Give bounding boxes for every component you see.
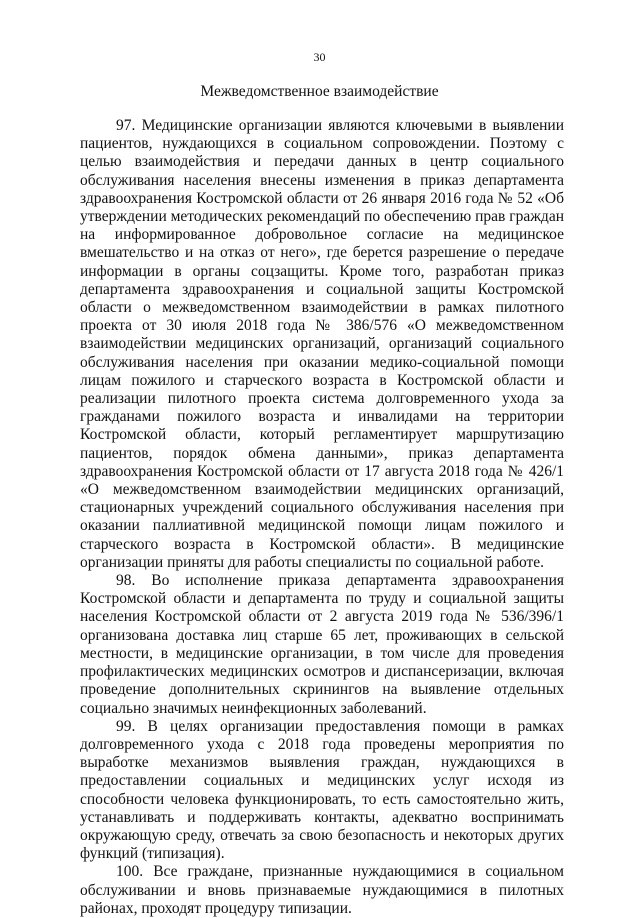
paragraph-99: 99. В целях организации предоставления помощи в рамках долговременного ухода с 2018 года проведены мероприятия по выработке механизмов выявления граждан, нуждающихся в предоставлении социальных и медицинских услуг исходя из способности человека функционировать, то есть самостоятельно жить, устанавливать и поддерживать контакты, адекватно воспринимать окружающую среду, отвечать за свою безопасность и некоторых других функций (типизация). xyxy=(80,717,564,863)
document-body xyxy=(80,117,564,918)
paragraph-100: 100. Все граждане, признанные нуждающимися в социальном обслуживании и вновь признаваемые нуждающимися в пилотных районах, проходят процедуру типизации. xyxy=(80,863,564,917)
page-number: 30 xyxy=(313,50,326,64)
paragraph-97: 97. Медицинские организации являются ключевыми в выявлении пациентов, нуждающихся в социальном сопровождении. Поэтому с целью взаимодействия и передачи данных в центр социального обслуживания населения внесены изменения в приказ департамента здравоохранения Костромской области от 26 января 2016 года № 52 «Об утверждении методических рекомендаций по обеспечению прав граждан на информированное добровольное согласие на медицинское вмешательство и на отказ от него», где берется разрешение о передаче информации в органы соцзащиты. Кроме того, разработан приказ департамента здравоохранения и социальной защиты Костромской области о межведомственном взаимодействии в рамках пилотного проекта от 30 июля 2018 года № 386/576 «О межведомственном взаимодействии медицинских организаций, организаций социального обслуживания населения при оказании медико-социальной помощи лицам пожилого и старческого возраста в Костромской области и реализации пилотного проекта система долговременного ухода за гражданами пожилого возраста и инвалидами на территории Костромской области, который регламентирует маршрутизацию пациентов, порядок обмена данными», приказ департамента здравоохранения Костромской области от 17 августа 2018 года № 426/1 «О межведомственном взаимодействии медицинских организаций, стационарных учреждений социального обслуживания населения при оказании паллиативной медицинской помощи лицам пожилого и старческого возраста в Костромской области». В медицинские организации приняты для работы специалисты по социальной работе. xyxy=(80,117,564,571)
section-title: Межведомственное взаимодействие xyxy=(200,83,439,100)
paragraph-98: 98. Во исполнение приказа департамента здравоохранения Костромской области и департамента по труду и социальной защиты населения Костромской области от 2 августа 2019 года № 536/396/1 организована доставка лиц старше 65 лет, проживающих в сельской местности, в медицинские организации, в том числе для проведения профилактических медицинских осмотров и диспансеризации, включая проведение дополнительных скринингов на выявление отдельных социально значимых неинфекционных заболеваний. xyxy=(80,572,564,717)
